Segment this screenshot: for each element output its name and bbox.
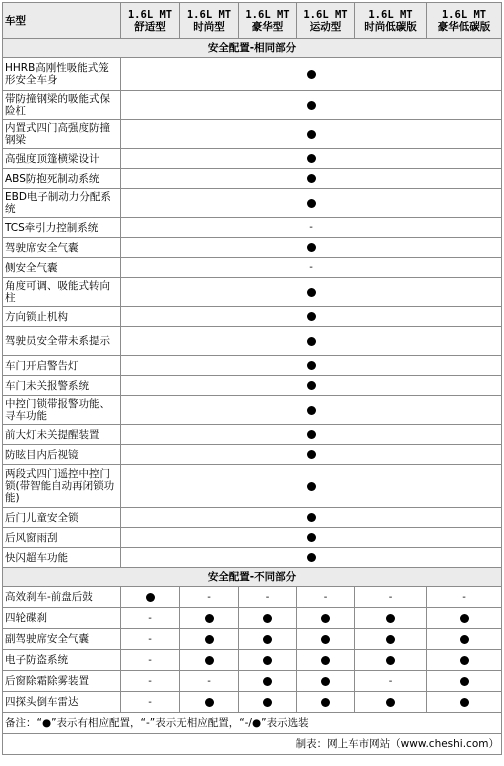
- table-row: [3, 327, 502, 356]
- feature-value-all-models: [121, 149, 502, 169]
- has-feature-dot: [146, 593, 155, 602]
- feature-label: 后门儿童安全锁: [3, 508, 121, 528]
- model-trim: 时尚低碳版: [364, 20, 417, 33]
- table-row: [3, 120, 502, 149]
- no-feature-dash: -: [265, 591, 270, 603]
- model-header-cell: [239, 3, 297, 39]
- has-feature-dot: [321, 656, 330, 665]
- model-header-cell: [121, 3, 180, 39]
- feature-value-cell: [297, 629, 355, 650]
- feature-value-cell: [180, 587, 239, 608]
- has-feature-dot: [307, 174, 316, 183]
- feature-label: 车门未关报警系统: [3, 376, 121, 396]
- table-row: [3, 218, 502, 238]
- has-feature-dot: [386, 614, 395, 623]
- table-row: [3, 91, 502, 120]
- feature-label: 快闪超车功能: [3, 548, 121, 568]
- has-feature-dot: [307, 533, 316, 542]
- has-feature-dot: [307, 553, 316, 562]
- has-feature-dot: [321, 614, 330, 623]
- model-header-cell: [355, 3, 427, 39]
- has-feature-dot: [307, 513, 316, 522]
- has-feature-dot: [321, 635, 330, 644]
- no-feature-dash: -: [309, 222, 313, 233]
- table-row: [3, 376, 502, 396]
- feature-value-all-models: [121, 327, 502, 356]
- feature-value-cell: [121, 692, 180, 713]
- feature-value-cell: [121, 608, 180, 629]
- no-feature-dash: -: [388, 591, 393, 603]
- feature-label: 中控门锁带报警功能、寻车功能: [3, 396, 121, 425]
- feature-label: 后窗除霜除雾装置: [3, 671, 121, 692]
- has-feature-dot: [307, 430, 316, 439]
- has-feature-dot: [307, 337, 316, 346]
- feature-value-cell: [427, 692, 502, 713]
- feature-label: EBD电子制动力分配系统: [3, 189, 121, 218]
- no-feature-dash: -: [462, 591, 466, 603]
- no-feature-dash: -: [207, 591, 211, 603]
- feature-value-all-models: [121, 356, 502, 376]
- model-engine: 1.6L MT: [186, 8, 232, 21]
- table-row: [3, 356, 502, 376]
- has-feature-dot: [307, 199, 316, 208]
- table-row: [3, 528, 502, 548]
- table-row: [3, 508, 502, 528]
- feature-label: 驾驶员安全带未系提示: [3, 327, 121, 356]
- feature-value-cell: [355, 650, 427, 671]
- has-feature-dot: [263, 635, 272, 644]
- model-engine: 1.6L MT: [245, 8, 290, 21]
- feature-label: 防眩目内后视镜: [3, 445, 121, 465]
- has-feature-dot: [460, 698, 469, 707]
- table-row: [3, 650, 502, 671]
- feature-label: 方向锁止机构: [3, 307, 121, 327]
- no-feature-dash: -: [148, 675, 152, 687]
- feature-label: 角度可调、吸能式转向柱: [3, 278, 121, 307]
- feature-label: 后风窗雨刮: [3, 528, 121, 548]
- has-feature-dot: [307, 406, 316, 415]
- feature-label: 高强度顶篷横梁设计: [3, 149, 121, 169]
- model-header-cell: [427, 3, 502, 39]
- feature-value-cell: [180, 629, 239, 650]
- feature-value-all-models: [121, 307, 502, 327]
- has-feature-dot: [386, 656, 395, 665]
- model-header-cell: [180, 3, 239, 39]
- credit-row: [3, 734, 502, 755]
- has-feature-dot: [460, 677, 469, 686]
- table-row: [3, 238, 502, 258]
- no-feature-dash: -: [148, 633, 152, 645]
- feature-value-cell: [180, 671, 239, 692]
- feature-value-all-models: [121, 218, 502, 238]
- feature-value-cell: [355, 608, 427, 629]
- has-feature-dot: [307, 381, 316, 390]
- table-row: [3, 608, 502, 629]
- feature-label: 内置式四门高强度防撞钢梁: [3, 120, 121, 149]
- has-feature-dot: [307, 482, 316, 491]
- diff-section: [3, 568, 502, 713]
- feature-value-all-models: [121, 58, 502, 91]
- feature-label: 前大灯未关提醒装置: [3, 425, 121, 445]
- model-engine: 1.6L MT: [303, 8, 348, 21]
- has-feature-dot: [307, 288, 316, 297]
- feature-value-cell: [180, 692, 239, 713]
- has-feature-dot: [307, 154, 316, 163]
- no-feature-dash: -: [323, 591, 328, 603]
- table-row: [3, 258, 502, 278]
- feature-value-cell: [121, 629, 180, 650]
- feature-value-cell: [239, 692, 297, 713]
- table-row: [3, 169, 502, 189]
- has-feature-dot: [205, 656, 214, 665]
- section-header-row: [3, 39, 502, 58]
- no-feature-dash: -: [148, 612, 152, 624]
- feature-value-cell: [239, 650, 297, 671]
- feature-value-all-models: [121, 169, 502, 189]
- model-trim: 时尚型: [193, 20, 225, 33]
- feature-value-cell: [239, 587, 297, 608]
- table-row: [3, 425, 502, 445]
- feature-value-all-models: [121, 425, 502, 445]
- table-row: [3, 149, 502, 169]
- legend-note: 备注：“●”表示有相应配置，“-”表示无相应配置，“-/●”表示选装: [3, 713, 502, 734]
- table-row: [3, 58, 502, 91]
- table-row: [3, 629, 502, 650]
- feature-label: HHRB高刚性吸能式笼形安全车身: [3, 58, 121, 91]
- has-feature-dot: [307, 450, 316, 459]
- feature-label: 侧安全气囊: [3, 258, 121, 278]
- table-row: [3, 396, 502, 425]
- no-feature-dash: -: [207, 675, 211, 687]
- feature-label: TCS牵引力控制系统: [3, 218, 121, 238]
- has-feature-dot: [460, 614, 469, 623]
- feature-value-all-models: [121, 376, 502, 396]
- feature-label: 四轮碟刹: [3, 608, 121, 629]
- feature-value-all-models: [121, 189, 502, 218]
- source-credit: 制表：网上车市网站（www.cheshi.com）: [3, 734, 502, 755]
- feature-value-all-models: [121, 258, 502, 278]
- common-section: [3, 39, 502, 568]
- safety-config-table: [2, 2, 502, 755]
- table-row: [3, 671, 502, 692]
- feature-value-cell: [355, 671, 427, 692]
- has-feature-dot: [307, 101, 316, 110]
- table-row: [3, 445, 502, 465]
- no-feature-dash: -: [309, 262, 313, 273]
- has-feature-dot: [460, 656, 469, 665]
- has-feature-dot: [307, 70, 316, 79]
- section-title-diff: 安全配置-不同部分: [3, 568, 502, 587]
- has-feature-dot: [205, 698, 214, 707]
- no-feature-dash: -: [148, 696, 152, 708]
- table-row: [3, 548, 502, 568]
- feature-value-all-models: [121, 238, 502, 258]
- has-feature-dot: [307, 130, 316, 139]
- feature-value-cell: [355, 692, 427, 713]
- model-trim: 运动型: [309, 20, 342, 33]
- model-trim: 豪华低碳版: [437, 20, 491, 33]
- feature-value-all-models: [121, 120, 502, 149]
- feature-value-cell: [427, 608, 502, 629]
- has-feature-dot: [460, 635, 469, 644]
- feature-value-all-models: [121, 445, 502, 465]
- feature-value-all-models: [121, 278, 502, 307]
- feature-label: 电子防盗系统: [3, 650, 121, 671]
- feature-label: 两段式四门遥控中控门锁(带智能自动再闭锁功能): [3, 465, 121, 508]
- feature-label: 高效刹车-前盘后鼓: [3, 587, 121, 608]
- feature-label: 带防撞钢梁的吸能式保险杠: [3, 91, 121, 120]
- feature-value-cell: [297, 608, 355, 629]
- feature-value-cell: [427, 650, 502, 671]
- table-row: [3, 692, 502, 713]
- has-feature-dot: [386, 698, 395, 707]
- has-feature-dot: [386, 635, 395, 644]
- model-engine: 1.6L MT: [127, 8, 173, 21]
- table-row: [3, 307, 502, 327]
- no-feature-dash: -: [148, 654, 152, 666]
- table-row: [3, 587, 502, 608]
- model-trim: 舒适型: [134, 20, 166, 33]
- header-row: [3, 3, 502, 39]
- has-feature-dot: [321, 698, 330, 707]
- feature-value-cell: [121, 587, 180, 608]
- model-engine: 1.6L MT: [368, 8, 413, 21]
- feature-value-all-models: [121, 396, 502, 425]
- section-title-common: 安全配置-相同部分: [3, 39, 502, 58]
- has-feature-dot: [205, 635, 214, 644]
- feature-value-cell: [427, 629, 502, 650]
- has-feature-dot: [307, 312, 316, 321]
- feature-value-all-models: [121, 528, 502, 548]
- feature-value-cell: [121, 671, 180, 692]
- table-row: [3, 465, 502, 508]
- feature-label: 四探头倒车雷达: [3, 692, 121, 713]
- table-row: [3, 189, 502, 218]
- feature-label: 副驾驶席安全气囊: [3, 629, 121, 650]
- feature-value-all-models: [121, 91, 502, 120]
- feature-value-cell: [355, 587, 427, 608]
- feature-value-all-models: [121, 465, 502, 508]
- has-feature-dot: [321, 677, 330, 686]
- has-feature-dot: [307, 243, 316, 252]
- feature-value-cell: [121, 650, 180, 671]
- feature-value-cell: [180, 608, 239, 629]
- feature-value-cell: [297, 650, 355, 671]
- has-feature-dot: [263, 656, 272, 665]
- model-header-cell: [297, 3, 355, 39]
- footnote-row: [3, 713, 502, 734]
- feature-value-cell: [427, 671, 502, 692]
- feature-value-cell: [297, 587, 355, 608]
- feature-value-cell: [239, 671, 297, 692]
- feature-value-cell: [297, 671, 355, 692]
- has-feature-dot: [205, 614, 214, 623]
- has-feature-dot: [307, 361, 316, 370]
- model-trim: 豪华型: [251, 20, 284, 33]
- feature-value-cell: [239, 629, 297, 650]
- has-feature-dot: [263, 698, 272, 707]
- feature-value-all-models: [121, 548, 502, 568]
- feature-label: 车门开启警告灯: [3, 356, 121, 376]
- feature-value-cell: [297, 692, 355, 713]
- feature-label: ABS防抱死制动系统: [3, 169, 121, 189]
- feature-label: 驾驶席安全气囊: [3, 238, 121, 258]
- feature-value-cell: [427, 587, 502, 608]
- feature-value-cell: [239, 608, 297, 629]
- model-header-label: 车型: [3, 3, 121, 39]
- feature-value-cell: [355, 629, 427, 650]
- section-header-row: [3, 568, 502, 587]
- has-feature-dot: [263, 677, 272, 686]
- table-row: [3, 278, 502, 307]
- feature-value-cell: [180, 650, 239, 671]
- has-feature-dot: [263, 614, 272, 623]
- no-feature-dash: -: [388, 675, 393, 687]
- feature-value-all-models: [121, 508, 502, 528]
- model-engine: 1.6L MT: [441, 8, 487, 21]
